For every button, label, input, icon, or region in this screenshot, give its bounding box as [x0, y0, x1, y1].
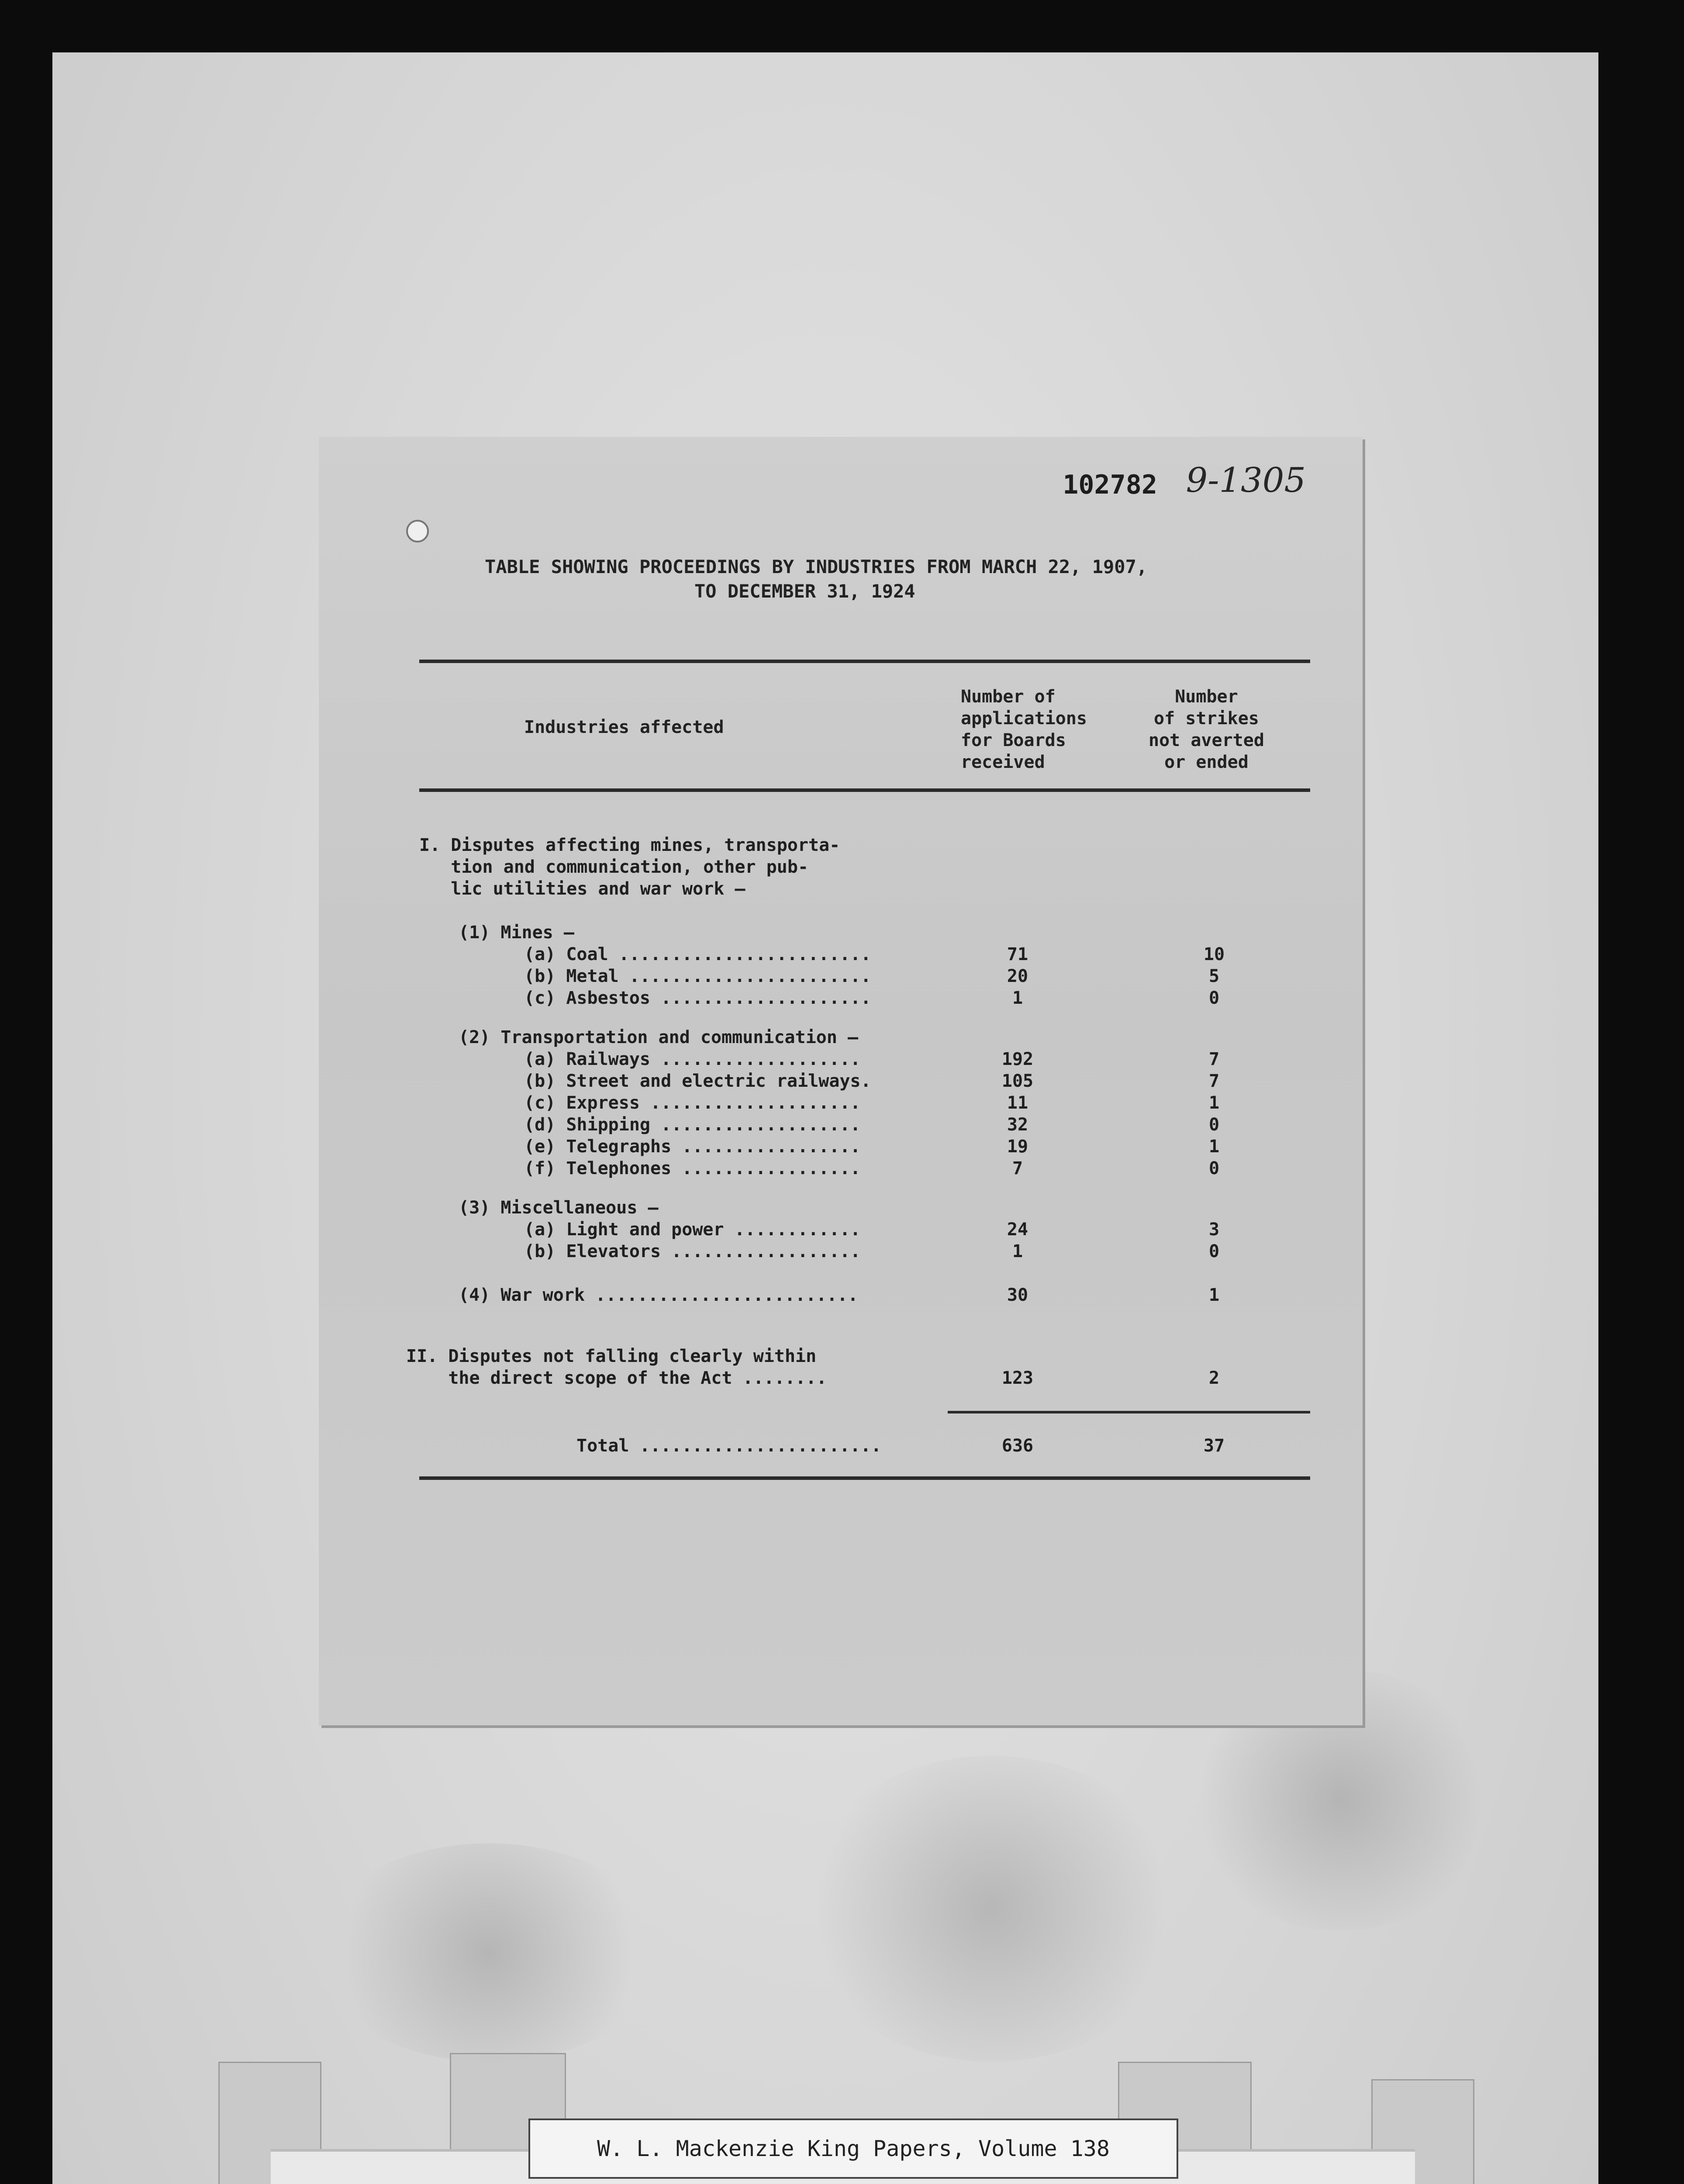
row-coal: (a) Coal ........................ [524, 944, 871, 964]
bottom-rule [419, 1476, 1310, 1480]
smudge [314, 1843, 664, 2062]
top-rule [419, 660, 1310, 663]
telegraphs-strikes: 1 [1208, 1137, 1220, 1157]
light-power-strikes: 3 [1208, 1220, 1220, 1240]
row-total: Total ....................... [576, 1436, 882, 1456]
railways-applications: 192 [1001, 1049, 1034, 1069]
shipping-strikes: 0 [1208, 1115, 1220, 1135]
misc-label: (3) Miscellaneous — [459, 1198, 659, 1218]
row-elevators: (b) Elevators .................. [524, 1241, 861, 1261]
smudge [795, 1756, 1188, 2062]
handwritten-reference: 9-1305 [1186, 461, 1306, 500]
document-sheet [319, 437, 1363, 1725]
title-line-2: TO DECEMBER 31, 1924 [694, 581, 915, 602]
row-shipping: (d) Shipping ................... [524, 1115, 861, 1135]
elevators-applications: 1 [1012, 1241, 1023, 1261]
row-war-work: (4) War work ......................... [459, 1285, 859, 1305]
elevators-strikes: 0 [1208, 1241, 1220, 1261]
transport-label: (2) Transportation and communication — [459, 1027, 859, 1047]
row-express: (c) Express .................... [524, 1093, 861, 1113]
document-number: 102782 [1063, 470, 1157, 500]
telegraphs-applications: 19 [1007, 1137, 1028, 1157]
section-2-label: II. Disputes not falling clearly within the direct scope of the Act ........ [406, 1346, 827, 1388]
row-railways: (a) Railways ................... [524, 1049, 861, 1069]
row-telegraphs: (e) Telegraphs ................. [524, 1137, 861, 1157]
mines-label: (1) Mines — [459, 923, 574, 943]
war-work-applications: 30 [1007, 1285, 1028, 1305]
row-light-power: (a) Light and power ............ [524, 1220, 861, 1240]
total-applications: 636 [1001, 1436, 1034, 1456]
header-rule [419, 788, 1310, 792]
section-2-applications: 123 [1001, 1368, 1034, 1388]
header-applications: Number of applications for Boards received [961, 687, 1087, 772]
asbestos-applications: 1 [1012, 988, 1023, 1008]
header-industries: Industries affected [524, 717, 724, 737]
section-1-label: I. Disputes affecting mines, transporta- tion and communication, other pub- lic utilities and war work — [419, 835, 840, 899]
row-telephones: (f) Telephones ................. [524, 1158, 861, 1178]
war-work-strikes: 1 [1208, 1285, 1220, 1305]
asbestos-strikes: 0 [1208, 988, 1220, 1008]
punch-hole [406, 520, 429, 543]
shipping-applications: 32 [1007, 1115, 1028, 1135]
total-strikes: 37 [1203, 1436, 1225, 1456]
metal-strikes: 5 [1208, 966, 1220, 986]
document-title [485, 555, 1147, 604]
collection-label: W. L. Mackenzie King Papers, Volume 138 [528, 2118, 1178, 2179]
metal-applications: 20 [1007, 966, 1028, 986]
light-power-applications: 24 [1007, 1220, 1028, 1240]
express-strikes: 1 [1208, 1093, 1220, 1113]
telephones-strikes: 0 [1208, 1158, 1220, 1178]
express-applications: 11 [1007, 1093, 1028, 1113]
header-strikes: Number of strikes not averted or ended [1149, 687, 1264, 772]
telephones-applications: 7 [1012, 1158, 1023, 1178]
railways-strikes: 7 [1208, 1049, 1220, 1069]
title-line-1: TABLE SHOWING PROCEEDINGS BY INDUSTRIES FROM MARCH 22, 1907, [485, 556, 1148, 577]
section-2-strikes: 2 [1208, 1368, 1220, 1388]
subtotal-rule [948, 1411, 1310, 1413]
coal-strikes: 10 [1203, 944, 1225, 964]
row-street-railways: (b) Street and electric railways. [524, 1071, 871, 1091]
row-asbestos: (c) Asbestos .................... [524, 988, 871, 1008]
coal-applications: 71 [1007, 944, 1028, 964]
row-metal: (b) Metal ....................... [524, 966, 871, 986]
street-railways-applications: 105 [1001, 1071, 1034, 1091]
street-railways-strikes: 7 [1208, 1071, 1220, 1091]
